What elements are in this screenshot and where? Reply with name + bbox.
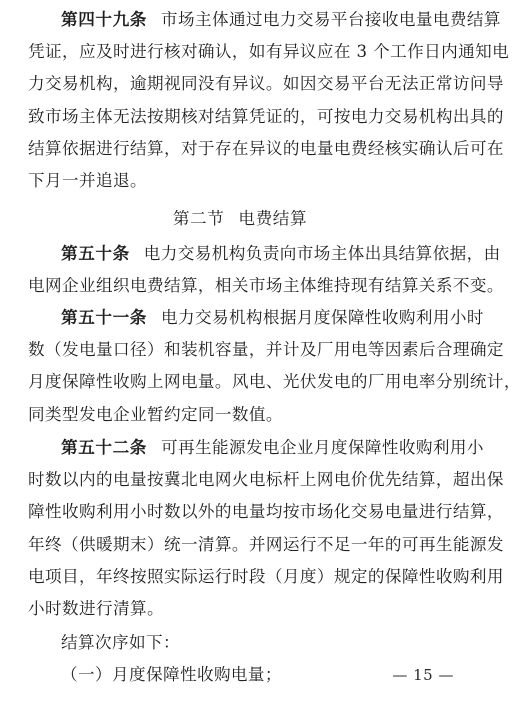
- article-51-line-1: [28, 302, 484, 334]
- article-49-text-1: 市场主体通过电力交易平台接收电量电费结算: [160, 10, 501, 29]
- article-51-line-3: 月度保障性收购上网电量。风电、光伏发电的厂用电率分别统计，: [28, 372, 521, 392]
- settlement-item-1-line: （一）月度保障性收购电量；: [61, 665, 282, 684]
- article-51-title: 第五十一条: [61, 308, 147, 327]
- settlement-order-line: 结算次序如下：: [61, 633, 180, 652]
- article-49-title: 第四十九条: [61, 10, 147, 29]
- article-49-line-4: 致市场主体无法按期核对结算凭证的，可按电力交易机构出具的: [28, 106, 504, 126]
- article-52-title: 第五十二条: [61, 438, 147, 457]
- article-52-line-3: 障性收购利用小时数以外的电量均按市场化交易电量进行结算，: [28, 502, 504, 522]
- page-number: — 15 —: [392, 666, 454, 684]
- article-50-line-1: [28, 238, 501, 270]
- settlement-order-paragraph: [28, 627, 460, 659]
- article-51-line-4: 同类型发电企业暂约定同一数值。: [28, 404, 283, 424]
- article-51-paragraph: [28, 302, 521, 431]
- article-50-text-1: 电力交易机构负责向市场主体出具结算依据，由: [143, 244, 501, 263]
- section-heading: [0, 203, 480, 235]
- article-49-line-2: 凭证，应及时进行核对确认，如有异议应在 3 个工作日内通知电: [28, 42, 510, 62]
- article-49-paragraph: [28, 4, 510, 197]
- article-49-line-3: 力交易机构，逾期视同没有异议。如因交易平台无法正常访问导: [28, 74, 504, 94]
- article-51-text-1: 电力交易机构根据月度保障性收购利用小时: [160, 308, 484, 327]
- article-49-line-1: [28, 4, 501, 36]
- article-51-line-2: 数（发电量口径）和装机容量，并计及厂用电等因素后合理确定: [28, 340, 504, 360]
- article-50-paragraph: [28, 238, 504, 302]
- article-49-line-5: 结算依据进行结算，对于存在异议的电量电费经核实确认后可在: [28, 138, 504, 158]
- article-52-line-2: 时数以内的电量按冀北电网火电标杆上网电价优先结算，超出保: [28, 470, 504, 490]
- article-52-text-1: 可再生能源发电企业月度保障性收购利用小: [160, 438, 484, 457]
- article-49-line-6: 下月一并追退。: [28, 170, 147, 190]
- article-52-line-1: [28, 432, 484, 464]
- article-50-line-2: 电网企业组织电费结算，相关市场主体维持现有结算关系不变。: [28, 276, 504, 296]
- article-52-line-4: 年终（供暖期末）统一清算。并网运行不足一年的可再生能源发: [28, 534, 504, 554]
- section-title: 电费结算: [238, 209, 308, 228]
- section-number: 第二节: [172, 209, 225, 228]
- article-52-line-6: 小时数进行清算。: [28, 598, 164, 618]
- article-52-paragraph: [28, 432, 504, 625]
- article-50-title: 第五十条: [61, 244, 130, 263]
- article-52-line-5: 电项目，年终按照实际运行时段（月度）规定的保障性收购利用: [28, 566, 504, 586]
